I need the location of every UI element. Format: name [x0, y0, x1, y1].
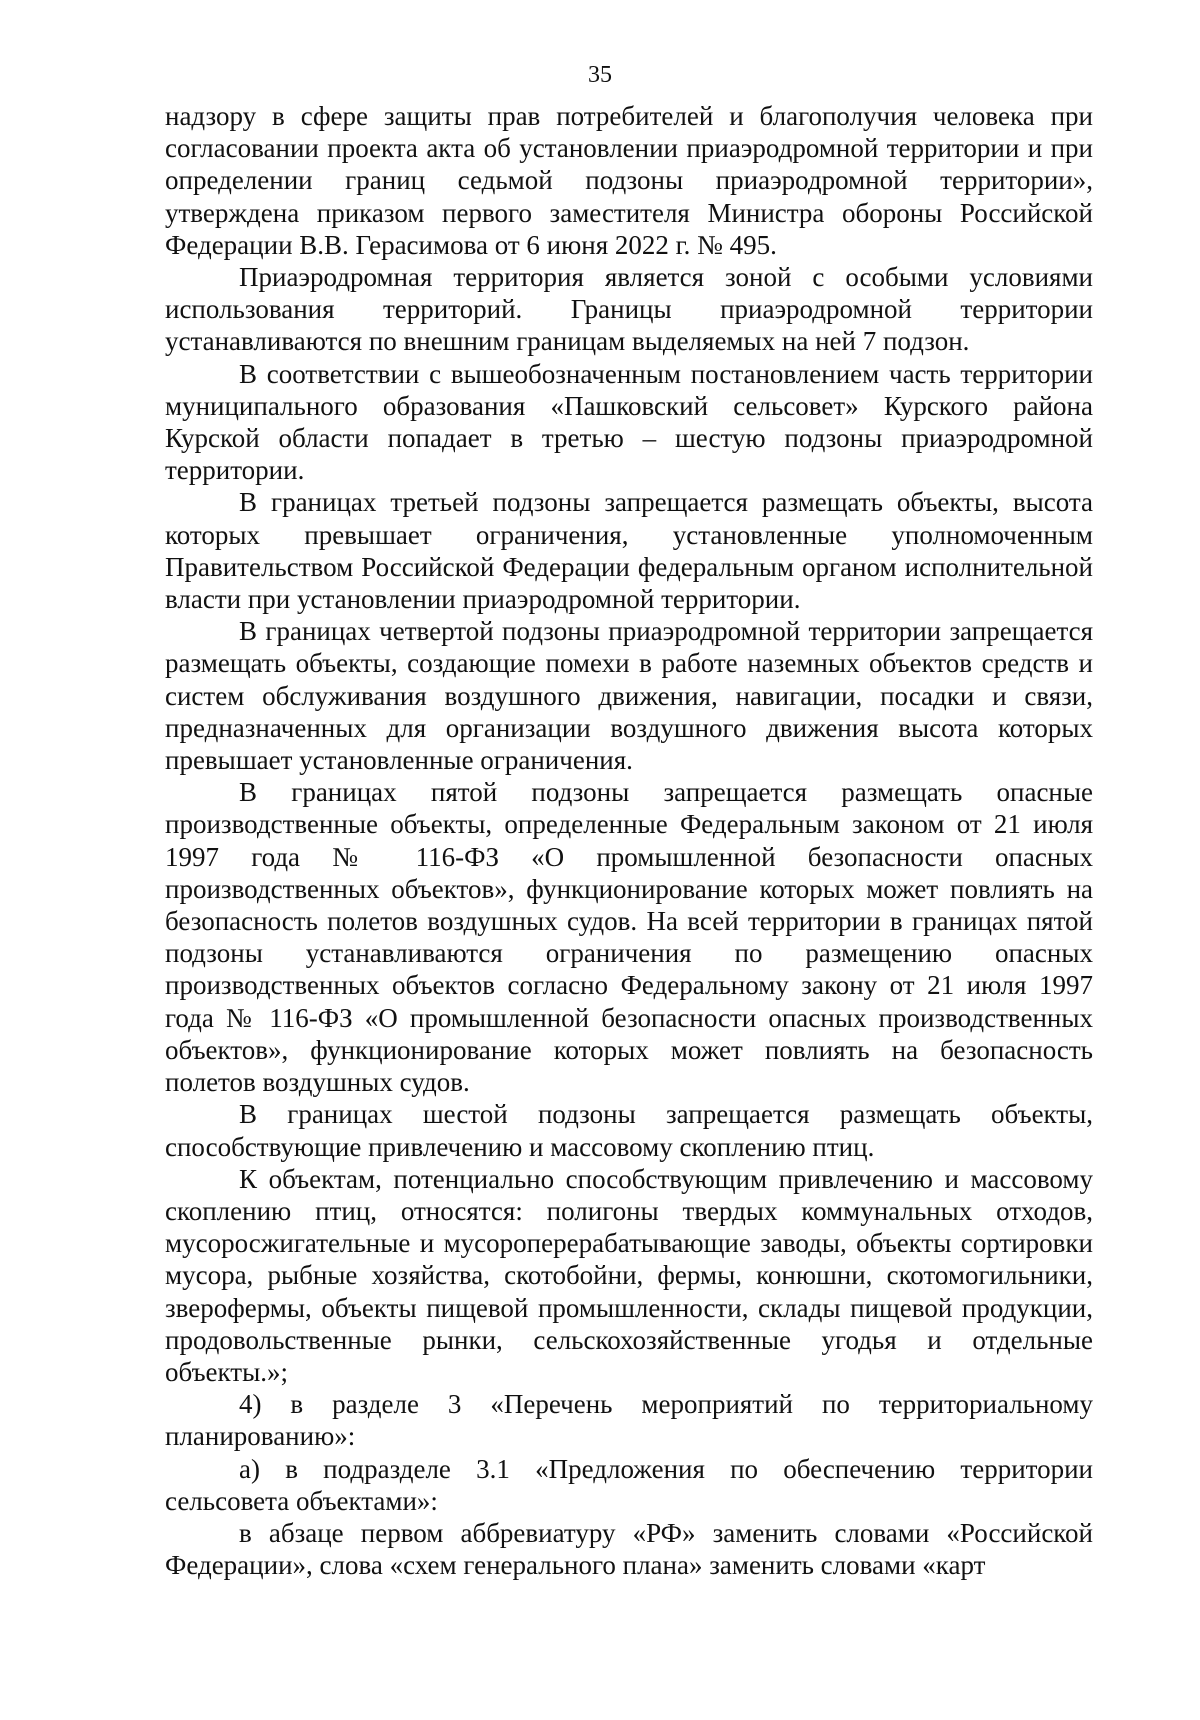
document-body	[165, 100, 1093, 1581]
paragraph-subsection-3-1: а) в подразделе 3.1 «Предложения по обеспечению территории сельсовета объектами»:	[165, 1453, 1093, 1516]
paragraph-continuation: надзору в сфере защиты прав потребителей и благополучия человека при согласовании проекта акта об установлении приаэродромной территории и при определении границ седьмой подзоны приаэродромной территории», утверждена приказом первого заместителя Министра обороны Российской Федерации В.В. Герасимова от 6 июня 2022 г. № 495.	[165, 101, 1093, 260]
paragraph-aerodrome-territory: Приаэродромная территория является зоной с особыми условиями использования территорий. Границы приаэродромной территории устанавливаются по внешним границам выделяемых на ней 7 подзон.	[165, 262, 1093, 357]
paragraph-bird-objects: К объектам, потенциально способствующим привлечению и массовому скоплению птиц, относятся: полигоны твердых коммунальных отходов, мусоросжигательные и мусороперерабатывающие заводы, объекты сортировки мусора, рыбные хозяйства, скотобойни, фермы, конюшни, скотомогильники, зверофермы, объекты пищевой промышленности, склады пищевой продукции, продовольственные рынки, сельскохозяйственные угодья и отдельные объекты.»;	[165, 1163, 1093, 1387]
paragraph-pashkovsky-subzones: В соответствии с вышеобозначенным постановлением часть территории муниципального образования «Пашковский сельсовет» Курского района Курской области попадает в третью – шестую подзоны приаэродромной территории.	[165, 358, 1093, 486]
page-number: 35	[588, 62, 612, 88]
paragraph-fourth-subzone: В границах четвертой подзоны приаэродромной территории запрещается размещать объекты, создающие помехи в работе наземных объектов средств и систем обслуживания воздушного движения, навигации, посадки и связи, предназначенных для организации воздушного движения высота которых превышает установленные ограничения.	[165, 616, 1093, 776]
paragraph-fifth-subzone: В границах пятой подзоны запрещается размещать опасные производственные объекты, определенные Федеральным законом от 21 июля 1997 года № 116-ФЗ «О промышленной безопасности опасных производственных объектов», функционирование которых может повлиять на безопасность полетов воздушных судов. На всей территории в границах пятой подзоны устанавливаются ограничения по размещению опасных производственных объектов согласно Федеральному закону от 21 июля 1997 года № 116-ФЗ «О промышленной безопасности опасных производственных объектов», функционирование которых может повлиять на безопасность полетов воздушных судов.	[165, 777, 1093, 1098]
paragraph-first-abzac-changes: в абзаце первом аббревиатуру «РФ» заменить словами «Российской Федерации», слова «схем генерального плана» заменить словами «карт	[165, 1517, 1093, 1581]
paragraph-sixth-subzone: В границах шестой подзоны запрещается размещать объекты, способствующие привлечению и массовому скоплению птиц.	[165, 1099, 1093, 1162]
paragraph-third-subzone: В границах третьей подзоны запрещается размещать объекты, высота которых превышает ограничения, установленные уполномоченным Правительством Российской Федерации федеральным органом исполнительной власти при установлении приаэродромной территории.	[165, 487, 1093, 615]
paragraph-section-3: 4) в разделе 3 «Перечень мероприятий по территориальному планированию»:	[165, 1389, 1093, 1452]
